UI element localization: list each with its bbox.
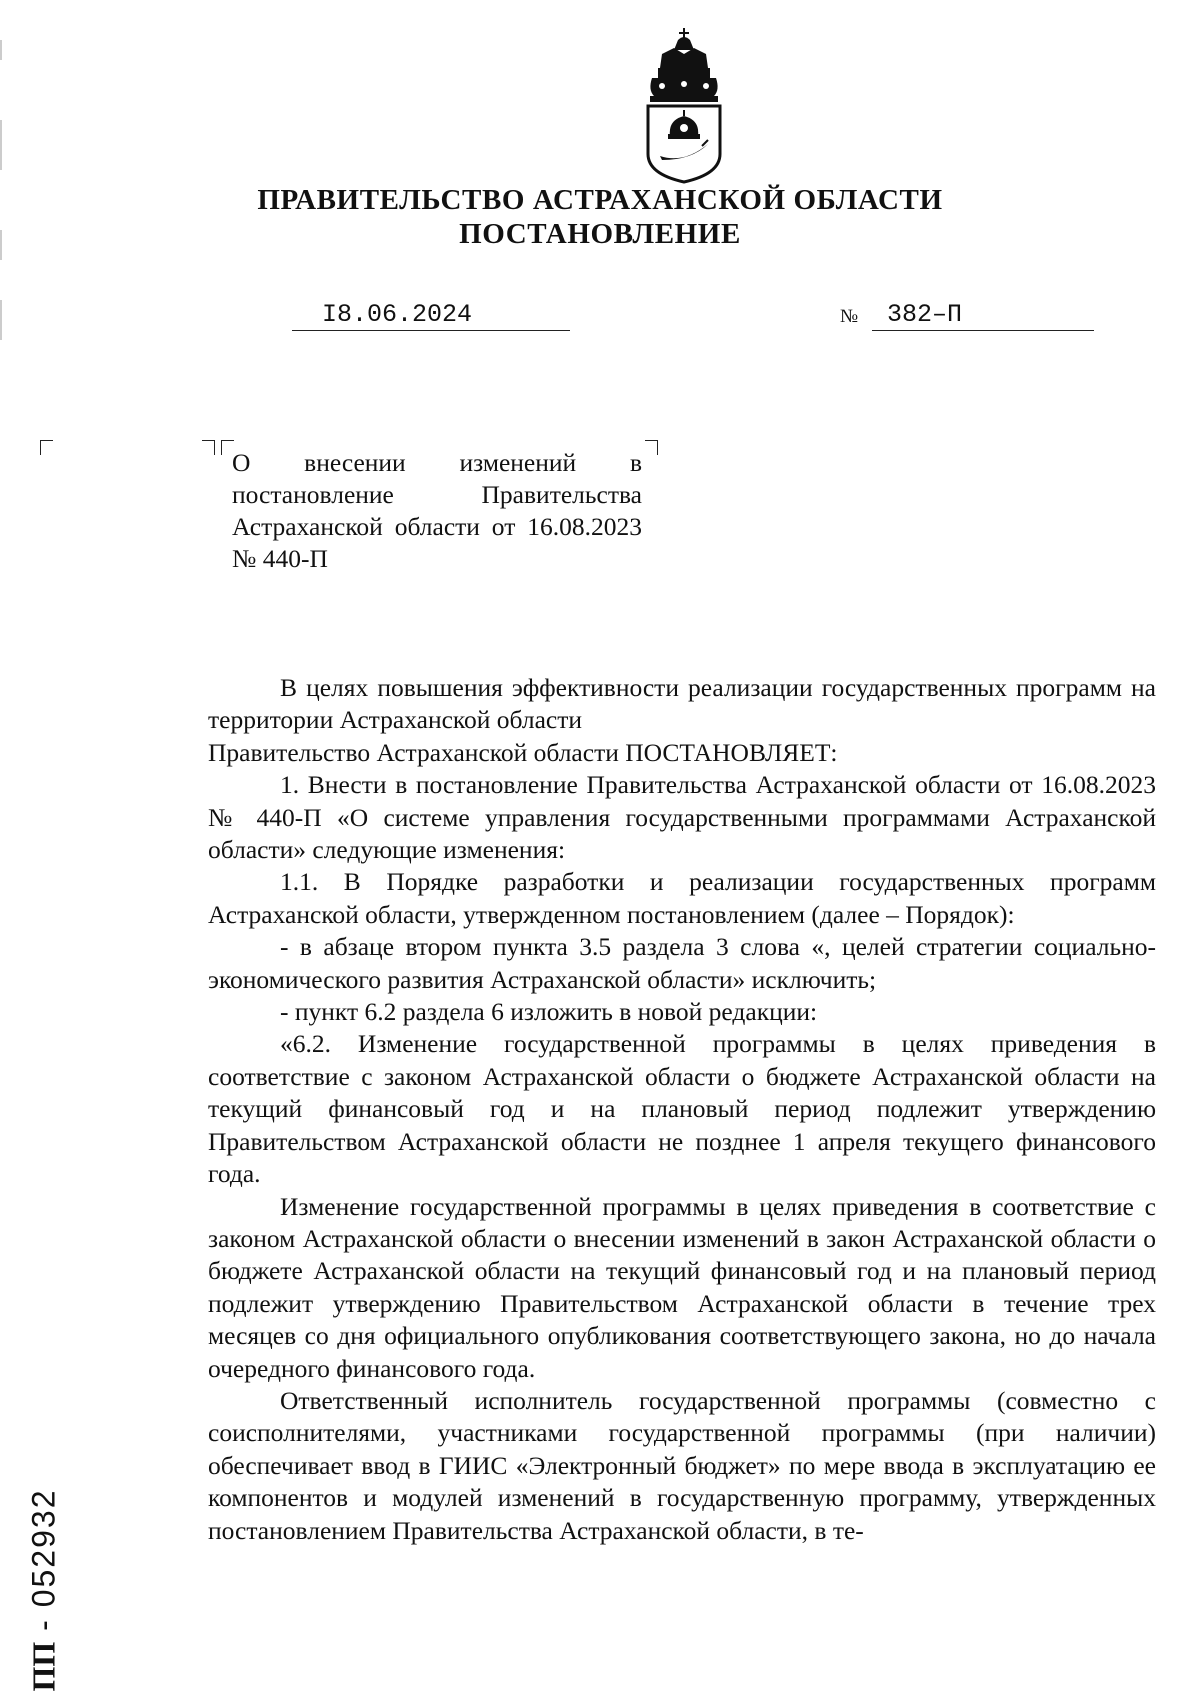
number-sign: № bbox=[840, 306, 859, 327]
document-type-title: ПОСТАНОВЛЕНИЕ bbox=[459, 218, 741, 250]
paragraph: 1.1. В Порядке разработки и реализации государственных программ Астраханской области, утвержденном постановлением (далее – Порядок): bbox=[208, 867, 1156, 929]
serial-number: 052932 bbox=[25, 1488, 62, 1608]
scan-edge-marks bbox=[0, 0, 4, 1702]
paragraph: - пункт 6.2 раздела 6 изложить в новой редакции: bbox=[280, 997, 818, 1027]
document-date: I8.06.2024 bbox=[322, 300, 473, 329]
paragraph: Правительство Астраханской области ПОСТАНОВЛЯЕТ: bbox=[208, 737, 838, 767]
paragraph: «6.2. Изменение государственной программы в целях приведения в соответствие с законом Астраханской области о бюджете Астраханской области на текущий финансовый год и на плановый период подлежит утверждению Правительством Астраханской области не позднее 1 апреля текущего финансового года. bbox=[208, 1029, 1156, 1189]
paragraph: 1. Внести в постановление Правительства Астраханской области от 16.08.2023 № 440-П «О системе управления государственными программами Астраханской области» следующие изменения: bbox=[208, 770, 1156, 865]
paragraph: В целях повышения эффективности реализации государственных программ на территории Астраханской области bbox=[208, 673, 1156, 735]
document-subject: О внесении изменений в постановление Правительства Астраханской области от 16.08.2023 № 440-П bbox=[232, 448, 642, 573]
date-field bbox=[292, 300, 570, 331]
serial-dash: - bbox=[25, 1618, 62, 1631]
paragraph: Изменение государственной программы в целях приведения в соответствие с законом Астраханской области о внесении изменений в закон Астраханской области о бюджете Астраханской области на текущий финансовый год и на плановый период подлежит утверждению Правительством Астраханской области в течение трех месяцев со дня официального опубликования соответствующего закона, но до начала очередного финансового года. bbox=[208, 1191, 1156, 1383]
serial-series: ПП bbox=[25, 1641, 62, 1692]
paragraph: Ответственный исполнитель государственной программы (совместно с соисполнителями, участниками государственной программы (при наличии) обеспечивает ввод в ГИИС «Электронный бюджет» по мере ввода в эксплуатацию ее компонентов и модулей изменений в государственную программу, утвержденных постановлением Правительства Астраханской области, в те- bbox=[208, 1385, 1156, 1545]
corner-mark bbox=[40, 440, 53, 455]
corner-mark bbox=[202, 440, 215, 455]
form-serial-number bbox=[26, 1489, 63, 1692]
number-field bbox=[872, 300, 1094, 331]
government-title: ПРАВИТЕЛЬСТВО АСТРАХАНСКОЙ ОБЛАСТИ bbox=[257, 184, 943, 216]
coat-of-arms-emblem bbox=[642, 28, 726, 184]
document-body bbox=[208, 672, 1156, 1547]
paragraph: - в абзаце втором пункта 3.5 раздела 3 слова «, целей стратегии социально-экономического развития Астраханской области» исключить; bbox=[208, 932, 1156, 994]
document-number: 382–П bbox=[887, 300, 963, 329]
corner-mark bbox=[645, 440, 658, 455]
